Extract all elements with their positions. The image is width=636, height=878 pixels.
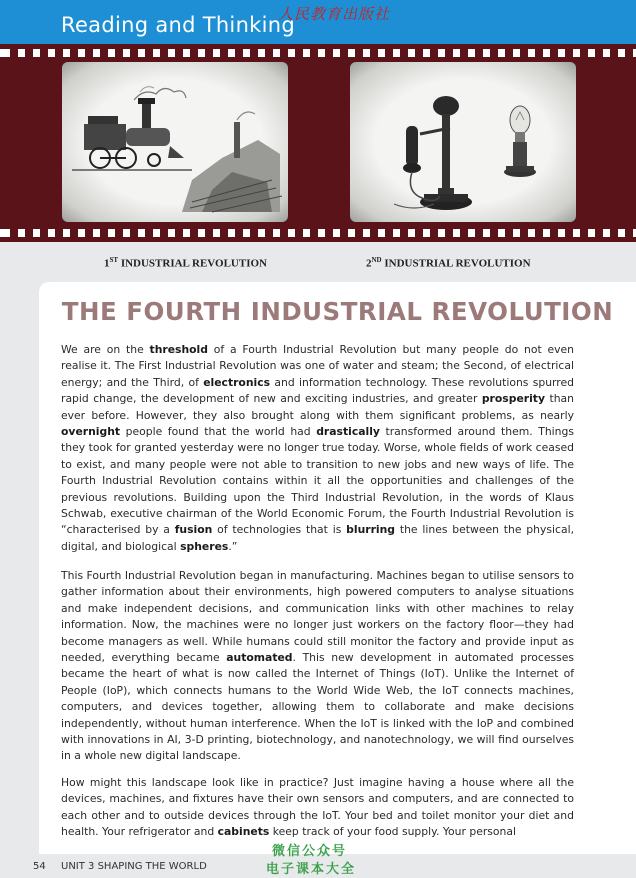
paragraph-text: This Fourth Industrial Revolution began in manufacturing. Machines began to utilise sensors to gather information about their environments, high powered computers to analyse situations and make independent decisions, and communication links with other machines to relay information. Now, the machines were no longer just workers on the factory floor—they had become managers as well. While humans could still monitor the factory and provide input as needed, everything became xyxy=(61,569,574,665)
paragraph-text: of technologies that is xyxy=(212,523,347,537)
vocabulary-word: threshold xyxy=(149,343,208,356)
image-caption-second-revolution xyxy=(366,256,531,270)
paragraph-text: than ever before. However, they also brought along with them significant problems, as nearly xyxy=(61,392,574,422)
vocabulary-word: overnight xyxy=(61,425,121,439)
vocabulary-word: drastically xyxy=(316,425,380,439)
telephone-and-lightbulb-illustration xyxy=(350,62,576,222)
caption-ordinal: 2 xyxy=(366,257,372,270)
caption-ordinal-suffix: ND xyxy=(371,256,382,264)
film-perforations-top xyxy=(0,49,636,57)
image-caption-first-revolution xyxy=(104,256,267,270)
caption-text: INDUSTRIAL REVOLUTION xyxy=(120,257,267,270)
section-header xyxy=(0,0,636,44)
article-title: THE FOURTH INDUSTRIAL REVOLUTION xyxy=(61,297,614,326)
paragraph-text: How might this landscape look like in practice? Just imagine having a house where all the devices, machines, and fixtures have their own sensors and computers, and are connected to each other and to outside devices through the IoT. Your bed and toilet monitor your diet and health. Your refrigerator and xyxy=(61,776,574,839)
vocabulary-word: spheres xyxy=(180,539,229,553)
page-number: 54 xyxy=(33,861,46,872)
vocabulary-word: fusion xyxy=(174,523,213,537)
article-paragraph xyxy=(61,568,574,765)
article-panel xyxy=(39,282,636,854)
vocabulary-word: electronics xyxy=(203,375,271,389)
publisher-watermark: 人民教育出版社 xyxy=(278,5,391,23)
paragraph-text: We are on the xyxy=(61,343,150,356)
vocabulary-word: blurring xyxy=(346,523,396,537)
vocabulary-word: automated xyxy=(226,651,293,665)
paragraph-text: the lines between the physical, digital, and biological xyxy=(61,523,575,553)
section-title: Reading and Thinking xyxy=(61,13,296,37)
steam-locomotive-illustration xyxy=(62,62,288,222)
unit-label: UNIT 3 SHAPING THE WORLD xyxy=(61,861,207,872)
film-perforations-bottom xyxy=(0,229,636,237)
paragraph-text: transformed around them. Things they took for granted yesterday were no longer true today. Worse, whole fields of work ceased to exist, and many people were not able to transition to new jobs and new ways of life. The Fourth Industrial Revolution contains within it all the opportunities and challenges of the previous revolutions. Building upon the Third Industrial Revolution, in the words of Klaus Schwab, executive chairman of the World Economic Forum, the Fourth Industrial Revolution is “characterised by a xyxy=(61,425,574,537)
footer-watermark-line2: 电子课本大全 xyxy=(266,862,357,877)
vocabulary-word: prosperity xyxy=(481,392,546,406)
paragraph-text: and information technology. These revolutions spurred rapid change, the development of new and exciting industries, and greater xyxy=(61,375,574,406)
caption-ordinal-suffix: ST xyxy=(109,256,119,264)
caption-ordinal: 1 xyxy=(104,257,110,270)
footer-watermark-line1: 微信公众号 xyxy=(272,844,348,859)
paragraph-text: people found that the world had xyxy=(120,425,317,439)
film-strip xyxy=(0,44,636,242)
paragraph-text: of a Fourth Industrial Revolution but many people do not even realise it. The First Industrial Revolution was one of water and steam; the Second, of electrical energy; and the Third, of xyxy=(61,343,575,389)
paragraph-text: . This new development in automated processes became the heart of what is now called the Internet of Things (IoT). Unlike the Internet of People (IoP), which connects humans to the World Wide Web, the IoT connects machines, computers, and devices together, allowing them to collaborate and make decisions independently, without human interference. When the IoT is linked with the IoP and combined with innovations in AI, 3-D printing, biotechnology, and nanotechnology, we will find ourselves in a whole new digital landscape. xyxy=(61,651,574,763)
vocabulary-word: cabinets xyxy=(217,825,270,839)
article-paragraph xyxy=(61,775,574,841)
caption-text: INDUSTRIAL REVOLUTION xyxy=(384,257,531,270)
paragraph-text: keep track of your food supply. Your personal xyxy=(269,825,516,839)
paragraph-text: .” xyxy=(228,539,238,553)
article-paragraph xyxy=(61,342,574,555)
